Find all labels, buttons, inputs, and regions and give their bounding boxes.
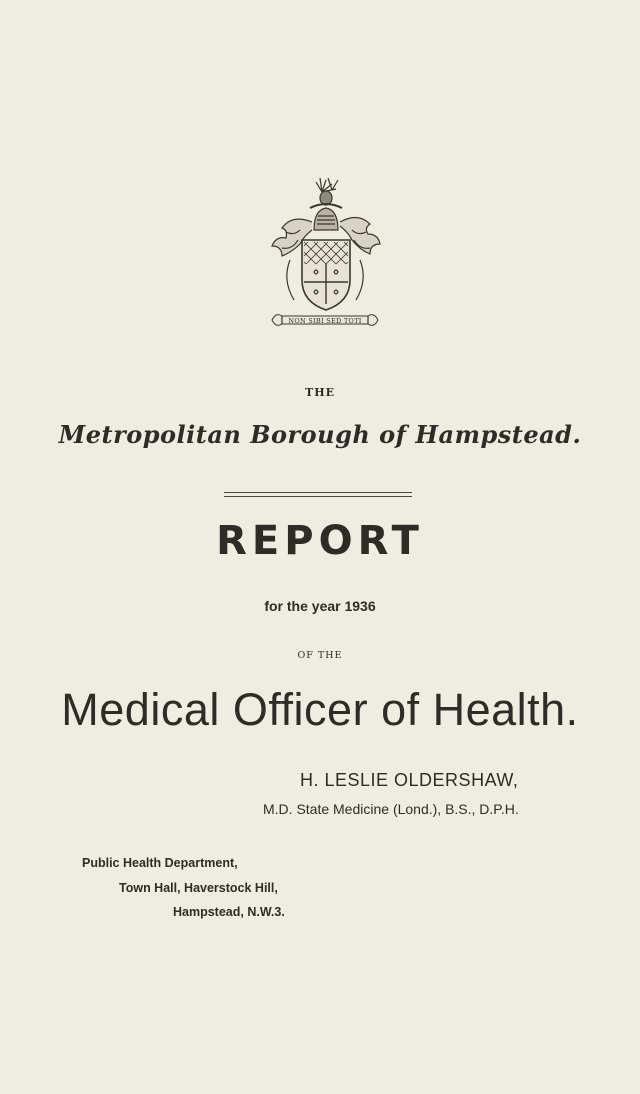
- address-line-1: Public Health Department,: [82, 856, 238, 870]
- medical-officer-title: Medical Officer of Health.: [61, 684, 579, 735]
- borough-name: Metropolitan Borough of Hampstead.: [58, 420, 582, 449]
- report-year: for the year 1936: [264, 598, 376, 614]
- coat-of-arms-icon: [262, 160, 388, 338]
- of-the-label: OF THE: [297, 650, 343, 661]
- report-heading: REPORT: [216, 518, 424, 564]
- borough-coat-of-arms: [262, 160, 388, 338]
- address-line-2: Town Hall, Haverstock Hill,: [119, 881, 278, 895]
- address-line-3: Hampstead, N.W.3.: [173, 905, 285, 919]
- motto-text: NON SIBI SED TOTI: [288, 317, 362, 325]
- author-qualifications: M.D. State Medicine (Lond.), B.S., D.P.H.: [263, 801, 519, 817]
- author-name: H. LESLIE OLDERSHAW,: [300, 770, 519, 790]
- double-rule-divider: [224, 492, 412, 497]
- the-label: THE: [305, 386, 335, 399]
